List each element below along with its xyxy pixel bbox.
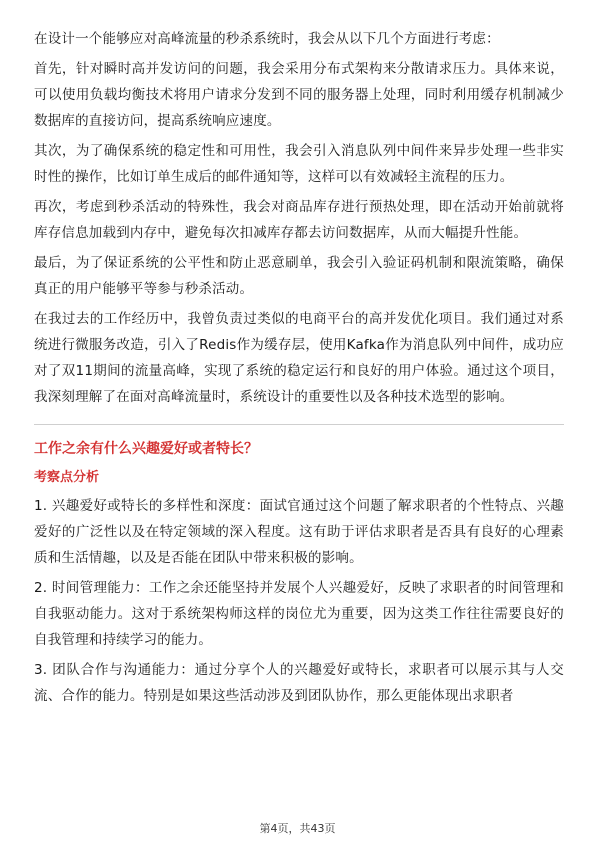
answer-paragraph-second: 其次，为了确保系统的稳定性和可用性，我会引入消息队列中间件来异步处理一些非实时性的操作，比如订单生成后的邮件通知等，这样可以有效减轻主流程的压力。 bbox=[34, 143, 564, 185]
analysis-item-1: 1. 兴趣爱好或特长的多样性和深度：面试官通过这个问题了解求职者的个性特点、兴趣爱好的广泛性以及在特定领域的深入程度。这有助于评估求职者是否具有良好的心理素质和生活情趣，以及是否能在团队中带来积极的影响。 bbox=[34, 498, 564, 566]
answer-paragraph-third: 再次，考虑到秒杀活动的特殊性，我会对商品库存进行预热处理，即在活动开始前就将库存信息加载到内存中，避免每次扣减库存都去访问数据库，从而大幅提升性能。 bbox=[34, 199, 564, 241]
answer-paragraph-last: 最后，为了保证系统的公平性和防止恶意刷单，我会引入验证码机制和限流策略，确保真正的用户能够平等参与秒杀活动。 bbox=[34, 255, 564, 297]
answer-paragraph-first: 首先，针对瞬时高并发访问的问题，我会采用分布式架构来分散请求压力。具体来说，可以使用负载均衡技术将用户请求分发到不同的服务器上处理，同时利用缓存机制减少数据库的直接访问，提高系统响应速度。 bbox=[34, 61, 564, 129]
answer-paragraph-experience: 在我过去的工作经历中，我曾负责过类似的电商平台的高并发优化项目。我们通过对系统进行微服务改造，引入了Redis作为缓存层，使用Kafka作为消息队列中间件，成功应对了双11期间的流量高峰，实现了系统的稳定运行和良好的用户体验。通过这个项目，我深刻理解了在面对高峰流量时，系统设计的重要性以及各种技术选型的影响。 bbox=[34, 311, 564, 405]
analysis-item-3: 3. 团队合作与沟通能力：通过分享个人的兴趣爱好或特长，求职者可以展示其与人交流、合作的能力。特别是如果这些活动涉及到团队协作，那么更能体现出求职者 bbox=[34, 662, 564, 704]
analysis-heading: 考察点分析 bbox=[34, 470, 100, 485]
page-footer: 第4页，共43页 bbox=[259, 822, 336, 835]
answer-section bbox=[34, 26, 564, 410]
document-page bbox=[34, 26, 564, 713]
question-section bbox=[34, 437, 564, 709]
section-divider bbox=[34, 424, 564, 425]
analysis-item-2: 2. 时间管理能力：工作之余还能坚持并发展个人兴趣爱好，反映了求职者的时间管理和自我驱动能力。这对于系统架构师这样的岗位尤为重要，因为这类工作往往需要良好的自我管理和持续学习的能力。 bbox=[34, 580, 564, 648]
answer-paragraph-intro: 在设计一个能够应对高峰流量的秒杀系统时，我会从以下几个方面进行考虑： bbox=[34, 31, 500, 47]
question-title: 工作之余有什么兴趣爱好或者特长？ bbox=[34, 441, 258, 457]
